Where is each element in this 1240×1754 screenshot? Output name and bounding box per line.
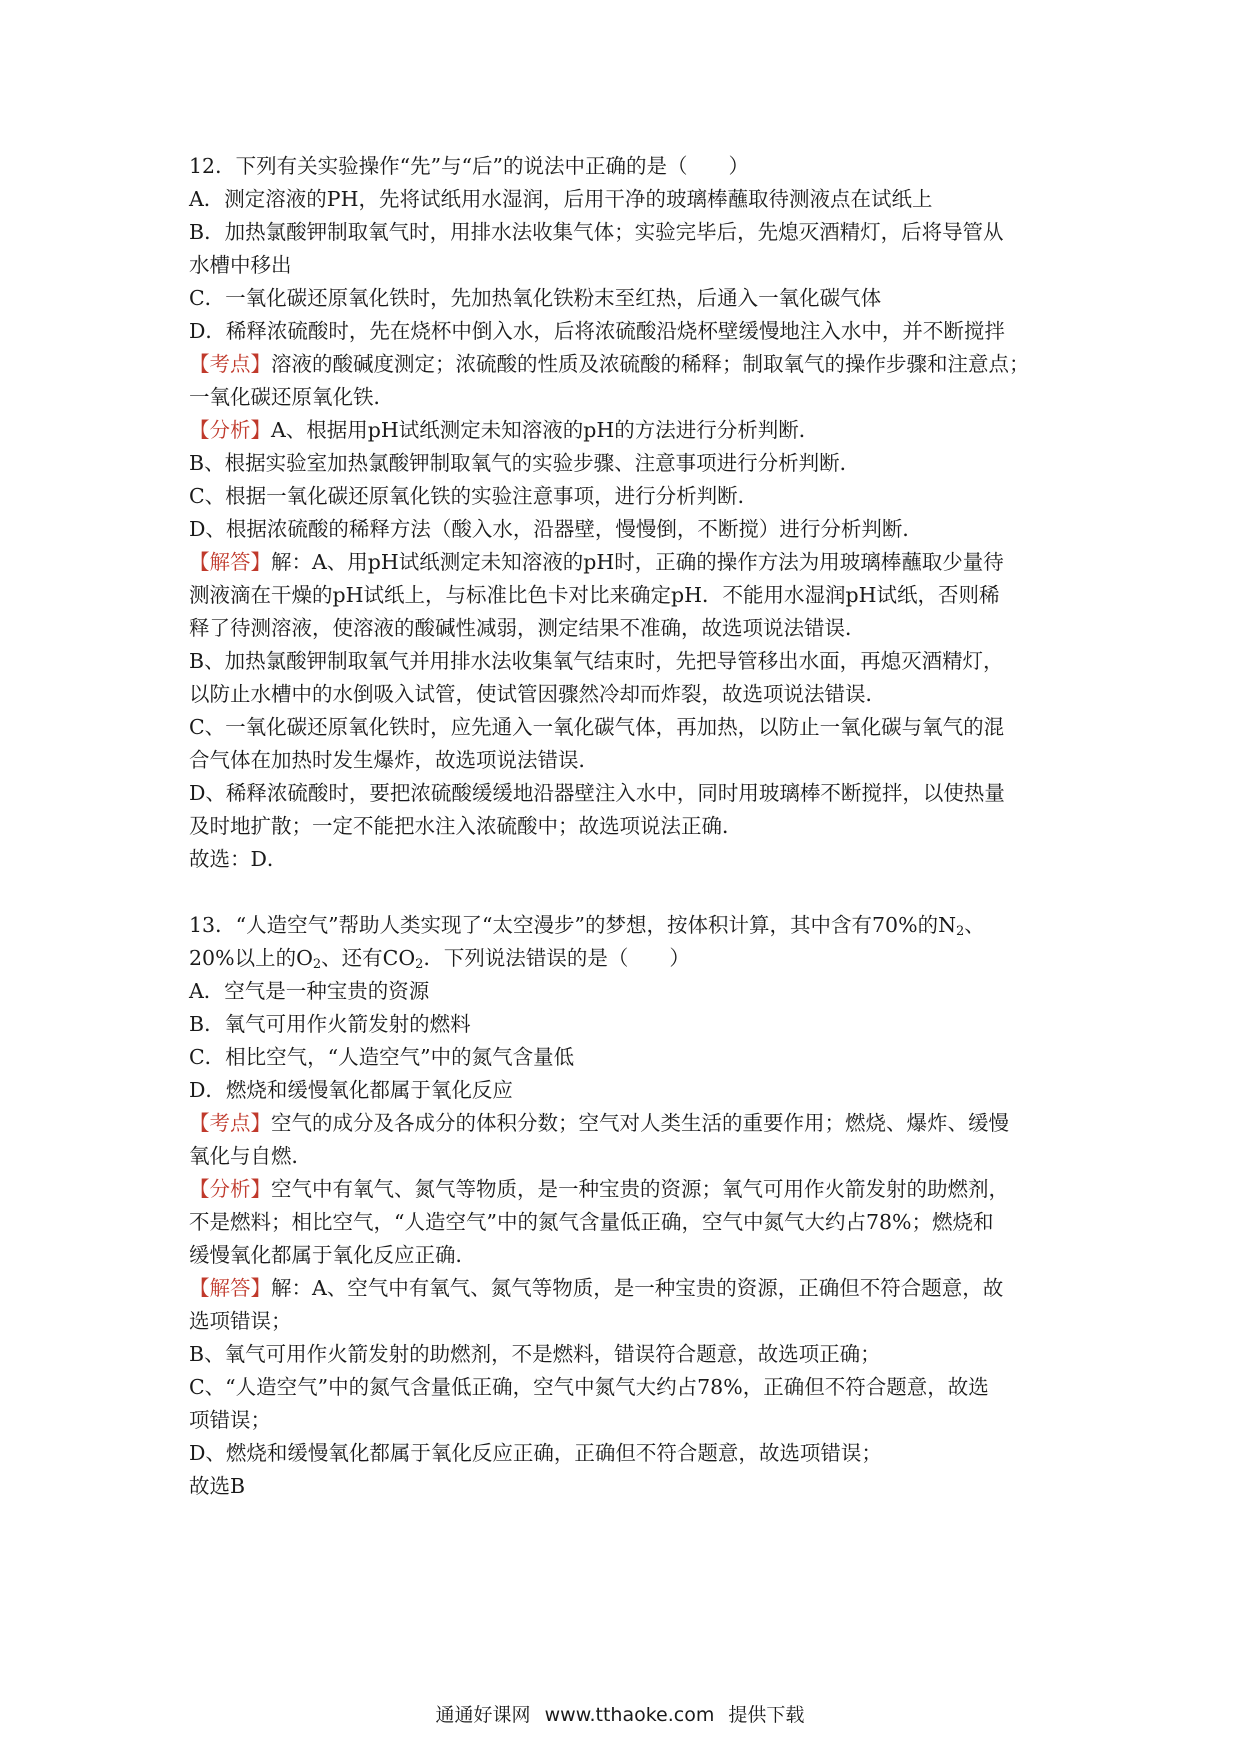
answer-line: 故选B bbox=[189, 1474, 246, 1498]
stem-text: 13．“人造空气”帮助人类实现了“太空漫步”的梦想，按体积计算，其中含有70%的N bbox=[189, 913, 957, 937]
jieda-text: 解：A、用pH试纸测定未知溶液的pH时，正确的操作方法为用玻璃棒蘸取少量待 bbox=[271, 550, 1004, 574]
option-b-continued: 水槽中移出 bbox=[189, 253, 292, 277]
subscript: 2 bbox=[415, 957, 424, 972]
fenxi-line bbox=[189, 414, 1069, 447]
answer-line: 故选：D． bbox=[189, 847, 288, 871]
kaodian-line bbox=[189, 1107, 1069, 1140]
jieda-line bbox=[189, 546, 1069, 579]
jieda-tag: 【解答】 bbox=[189, 1276, 271, 1300]
footer-url: www.tthaoke.com bbox=[544, 1704, 715, 1726]
fenxi-text-3: 缓慢氧化都属于氧化反应正确． bbox=[189, 1243, 476, 1267]
question-stem: 12．下列有关实验操作“先”与“后”的说法中正确的是（ ） bbox=[189, 154, 750, 178]
fenxi-tag: 【分析】 bbox=[189, 1177, 271, 1201]
option-b: B．加热氯酸钾制取氧气时，用排水法收集气体；实验完毕后，先熄灭酒精灯，后将导管从 bbox=[189, 220, 1004, 244]
question-12 bbox=[189, 150, 1069, 876]
jieda-text-6: D、燃烧和缓慢氧化都属于氧化反应正确，正确但不符合题意，故选项错误； bbox=[189, 1441, 882, 1465]
jieda-text-4: B、加热氯酸钾制取氧气并用排水法收集氧气结束时，先把导管移出水面，再熄灭酒精灯， bbox=[189, 649, 1004, 673]
page-footer bbox=[0, 1700, 1240, 1727]
jieda-text-5: 项错误； bbox=[189, 1408, 271, 1432]
jieda-text: 解：A、空气中有氧气、氮气等物质，是一种宝贵的资源，正确但不符合题意，故 bbox=[271, 1276, 1004, 1300]
fenxi-text-2: 不是燃料；相比空气，“人造空气”中的氮气含量低正确，空气中氮气大约占78%；燃烧和 bbox=[189, 1210, 994, 1234]
jieda-text-5: 以防止水槽中的水倒吸入试管，使试管因骤然冷却而炸裂，故选项说法错误． bbox=[189, 682, 886, 706]
kaodian-text: 空气的成分及各成分的体积分数；空气对人类生活的重要作用；燃烧、爆炸、缓慢 bbox=[271, 1111, 1009, 1135]
option-d: D．燃烧和缓慢氧化都属于氧化反应 bbox=[189, 1078, 513, 1102]
option-d: D．稀释浓硫酸时，先在烧杯中倒入水，后将浓硫酸沿烧杯壁缓慢地注入水中，并不断搅拌 bbox=[189, 319, 1005, 343]
question-spacer bbox=[189, 876, 1069, 909]
fenxi-line bbox=[189, 1173, 1069, 1206]
fenxi-text-c: C、根据一氧化碳还原氧化铁的实验注意事项，进行分析判断． bbox=[189, 484, 759, 508]
kaodian-tag: 【考点】 bbox=[189, 1111, 271, 1135]
jieda-text-3: 释了待测溶液，使溶液的酸碱性减弱，测定结果不准确，故选项说法错误． bbox=[189, 616, 866, 640]
document-body bbox=[189, 150, 1069, 1503]
fenxi-text-d: D、根据浓硫酸的稀释方法（酸入水，沿器壁，慢慢倒，不断搅）进行分析判断． bbox=[189, 517, 923, 541]
footer-suffix: 提供下载 bbox=[728, 1704, 805, 1726]
option-a: A．测定溶液的PH，先将试纸用水湿润，后用干净的玻璃棒蘸取待测液点在试纸上 bbox=[189, 187, 933, 211]
subscript: 2 bbox=[956, 924, 965, 939]
jieda-text-2: 选项错误； bbox=[189, 1309, 292, 1333]
option-c: C．一氧化碳还原氧化铁时，先加热氧化铁粉末至红热，后通入一氧化碳气体 bbox=[189, 286, 882, 310]
stem-text: 20%以上的O bbox=[189, 946, 313, 970]
jieda-text-3: B、氧气可用作火箭发射的助燃剂，不是燃料，错误符合题意，故选项正确； bbox=[189, 1342, 881, 1366]
option-a: A．空气是一种宝贵的资源 bbox=[189, 979, 430, 1003]
kaodian-text: 溶液的酸碱度测定；浓硫酸的性质及浓硫酸的稀释；制取氧气的操作步骤和注意点； bbox=[271, 352, 1030, 376]
subscript: 2 bbox=[312, 957, 322, 972]
jieda-text-6: C、一氧化碳还原氧化铁时，应先通入一氧化碳气体，再加热，以防止一氧化碳与氧气的混 bbox=[189, 715, 1005, 739]
jieda-line bbox=[189, 1272, 1069, 1305]
jieda-text-8: D、稀释浓硫酸时，要把浓硫酸缓缓地沿器壁注入水中，同时用玻璃棒不断搅拌，以使热量 bbox=[189, 781, 1005, 805]
stem-text-end: 、 bbox=[964, 913, 985, 937]
jieda-text-7: 合气体在加热时发生爆炸，故选项说法错误． bbox=[189, 748, 599, 772]
question-stem-continued bbox=[189, 942, 1069, 975]
kaodian-text-continued: 氧化与自燃． bbox=[189, 1144, 312, 1168]
fenxi-tag: 【分析】 bbox=[189, 418, 271, 442]
kaodian-tag: 【考点】 bbox=[189, 352, 271, 376]
stem-text: ．下列说法错误的是（ ） bbox=[423, 946, 690, 970]
jieda-text-2: 测液滴在干燥的pH试纸上，与标准比色卡对比来确定pH．不能用水湿润pH试纸，否则稀 bbox=[189, 583, 1000, 607]
fenxi-text-b: B、根据实验室加热氯酸钾制取氧气的实验步骤、注意事项进行分析判断． bbox=[189, 451, 861, 475]
footer-site-name: 通通好课网 bbox=[435, 1704, 531, 1726]
kaodian-text-continued: 一氧化碳还原氧化铁． bbox=[189, 385, 394, 409]
question-stem bbox=[189, 909, 1069, 942]
kaodian-line bbox=[189, 348, 1069, 381]
jieda-text-4: C、“人造空气”中的氮气含量低正确，空气中氮气大约占78%，正确但不符合题意，故选 bbox=[189, 1375, 989, 1399]
option-c: C．相比空气，“人造空气”中的氮气含量低 bbox=[189, 1045, 575, 1069]
jieda-text-9: 及时地扩散；一定不能把水注入浓硫酸中；故选项说法正确． bbox=[189, 814, 743, 838]
fenxi-text: 空气中有氧气、氮气等物质，是一种宝贵的资源；氧气可用作火箭发射的助燃剂， bbox=[271, 1177, 1009, 1201]
jieda-tag: 【解答】 bbox=[189, 550, 271, 574]
question-13 bbox=[189, 909, 1069, 1503]
option-b: B．氧气可用作火箭发射的燃料 bbox=[189, 1012, 471, 1036]
fenxi-text: A、根据用pH试纸测定未知溶液的pH的方法进行分析判断． bbox=[271, 418, 820, 442]
stem-text: 、还有CO bbox=[321, 946, 416, 970]
